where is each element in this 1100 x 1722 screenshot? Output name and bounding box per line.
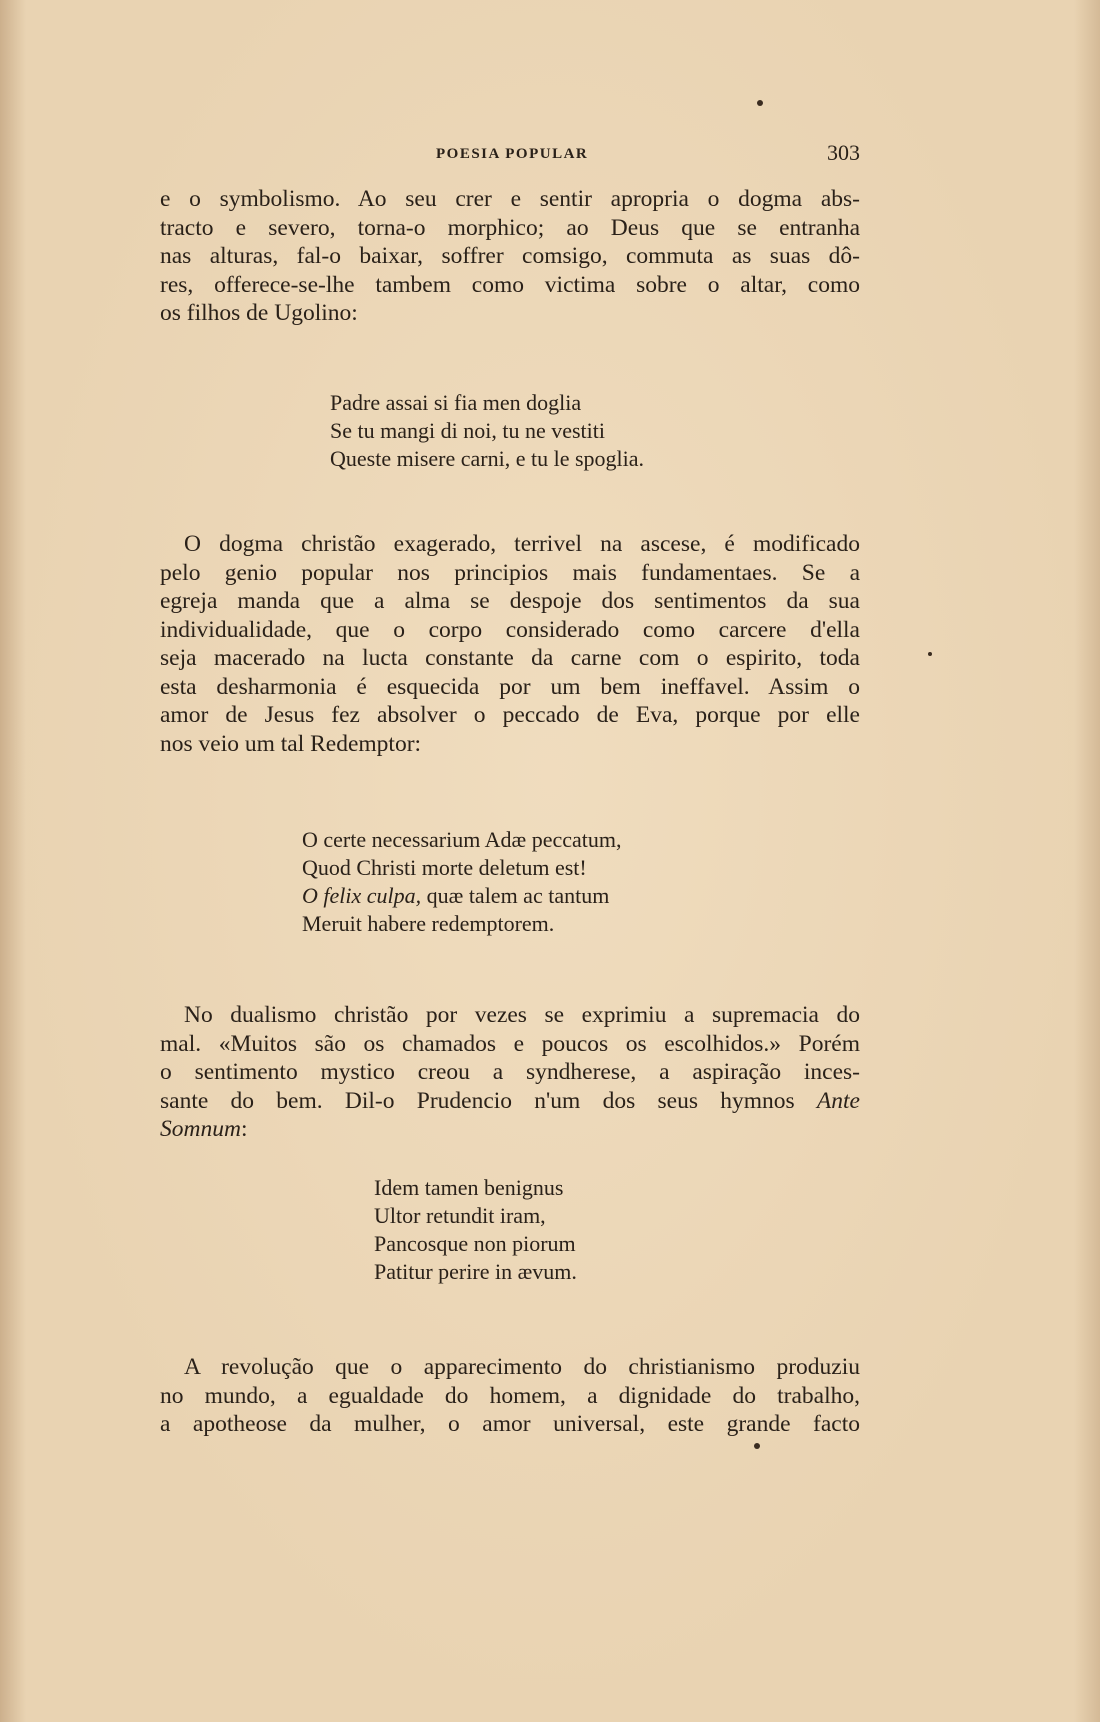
running-title: POESIA POPULAR: [436, 146, 589, 162]
paragraph-line: e o symbolismo. Ao seu crer e sentir apropria o dogma abs-: [160, 186, 860, 212]
paragraph-4: [160, 1353, 860, 1439]
paragraph-line: [160, 1087, 860, 1116]
verse-italic-phrase: O felix culpa,: [302, 883, 422, 908]
page-header: [160, 140, 860, 170]
verse-line: Se tu mangi di noi, tu ne vestiti: [330, 418, 605, 443]
paragraph-3: [160, 1001, 860, 1144]
paragraph-line: esta desharmonia é esquecida por um bem ineffavel. Assim o: [160, 673, 860, 700]
paragraph-2: [160, 530, 860, 758]
paragraph-line: A revolução que o apparecimento do christianismo produziu: [184, 1354, 860, 1380]
paragraph-line: individualidade, que o corpo considerado como carcere d'ella: [160, 616, 860, 643]
verse-line: Pancosque non piorum: [374, 1231, 576, 1256]
hymn-title-italic: Ante: [816, 1087, 860, 1114]
paragraph-line: tracto e severo, torna-o morphico; ao Deus que se entranha: [160, 214, 860, 241]
paragraph-line: a apotheose da mulher, o amor universal, este grande facto: [160, 1411, 860, 1437]
ink-speck: [757, 100, 763, 106]
paragraph-line-text: sante do bem. Dil-o Prudencio n'um dos seus hymnos: [160, 1087, 795, 1114]
verse-line: Padre assai si fia men doglia: [330, 390, 582, 415]
paragraph-line: [160, 1115, 860, 1144]
verse-line: Meruit habere redemptorem.: [302, 911, 555, 936]
verse-line: O certe necessarium Adæ peccatum,: [302, 827, 622, 852]
paragraph-line: nos veio um tal Redemptor:: [160, 730, 422, 757]
paragraph-line-text: :: [240, 1116, 248, 1142]
paragraph-line: seja macerado na lucta constante da carne com o espirito, toda: [160, 645, 860, 671]
paragraph-line: os filhos de Ugolino:: [160, 300, 358, 326]
paragraph-line: no mundo, a egualdade do homem, a dignidade do trabalho,: [160, 1382, 860, 1409]
paragraph-1: [160, 185, 860, 328]
ink-speck: [754, 1443, 760, 1449]
paragraph-line: pelo genio popular nos principios mais fundamentaes. Se a: [160, 559, 860, 586]
hymn-title-italic: Somnum: [160, 1116, 241, 1142]
paragraph-line: nas alturas, fal-o baixar, soffrer comsigo, commuta as suas dô-: [160, 243, 860, 269]
paragraph-line: res, offerece-se-lhe tambem como victima sobre o altar, como: [160, 271, 860, 298]
verse-line: Idem tamen benignus: [374, 1175, 564, 1200]
page-number: 303: [827, 140, 860, 165]
verse-line-rest: quæ talem ac tantum: [421, 883, 610, 908]
ink-speck: [928, 652, 932, 656]
paragraph-line: amor de Jesus fez absolver o peccado de Eva, porque por elle: [160, 702, 860, 728]
verse-line: Quod Christi morte deletum est!: [302, 855, 587, 880]
verse-2: [302, 826, 621, 938]
verse-line: Queste misere carni, e tu le spoglia.: [330, 446, 645, 471]
verse-1: [330, 389, 644, 473]
verse-line: [302, 882, 621, 910]
paragraph-line: No dualismo christão por vezes se exprimiu a supremacia do: [184, 1002, 860, 1028]
paragraph-line: o sentimento mystico creou a syndherese, a aspiração inces-: [160, 1059, 860, 1085]
verse-line: Ultor retundit iram,: [374, 1203, 546, 1228]
verse-line: Patitur perire in ævum.: [374, 1259, 577, 1284]
paragraph-line: mal. «Muitos são os chamados e poucos os escolhidos.» Porém: [160, 1030, 860, 1057]
paragraph-line: egreja manda que a alma se despoje dos sentimentos da sua: [160, 588, 860, 614]
paragraph-line: O dogma christão exagerado, terrivel na ascese, é modificado: [184, 531, 860, 557]
verse-3: [374, 1174, 577, 1286]
